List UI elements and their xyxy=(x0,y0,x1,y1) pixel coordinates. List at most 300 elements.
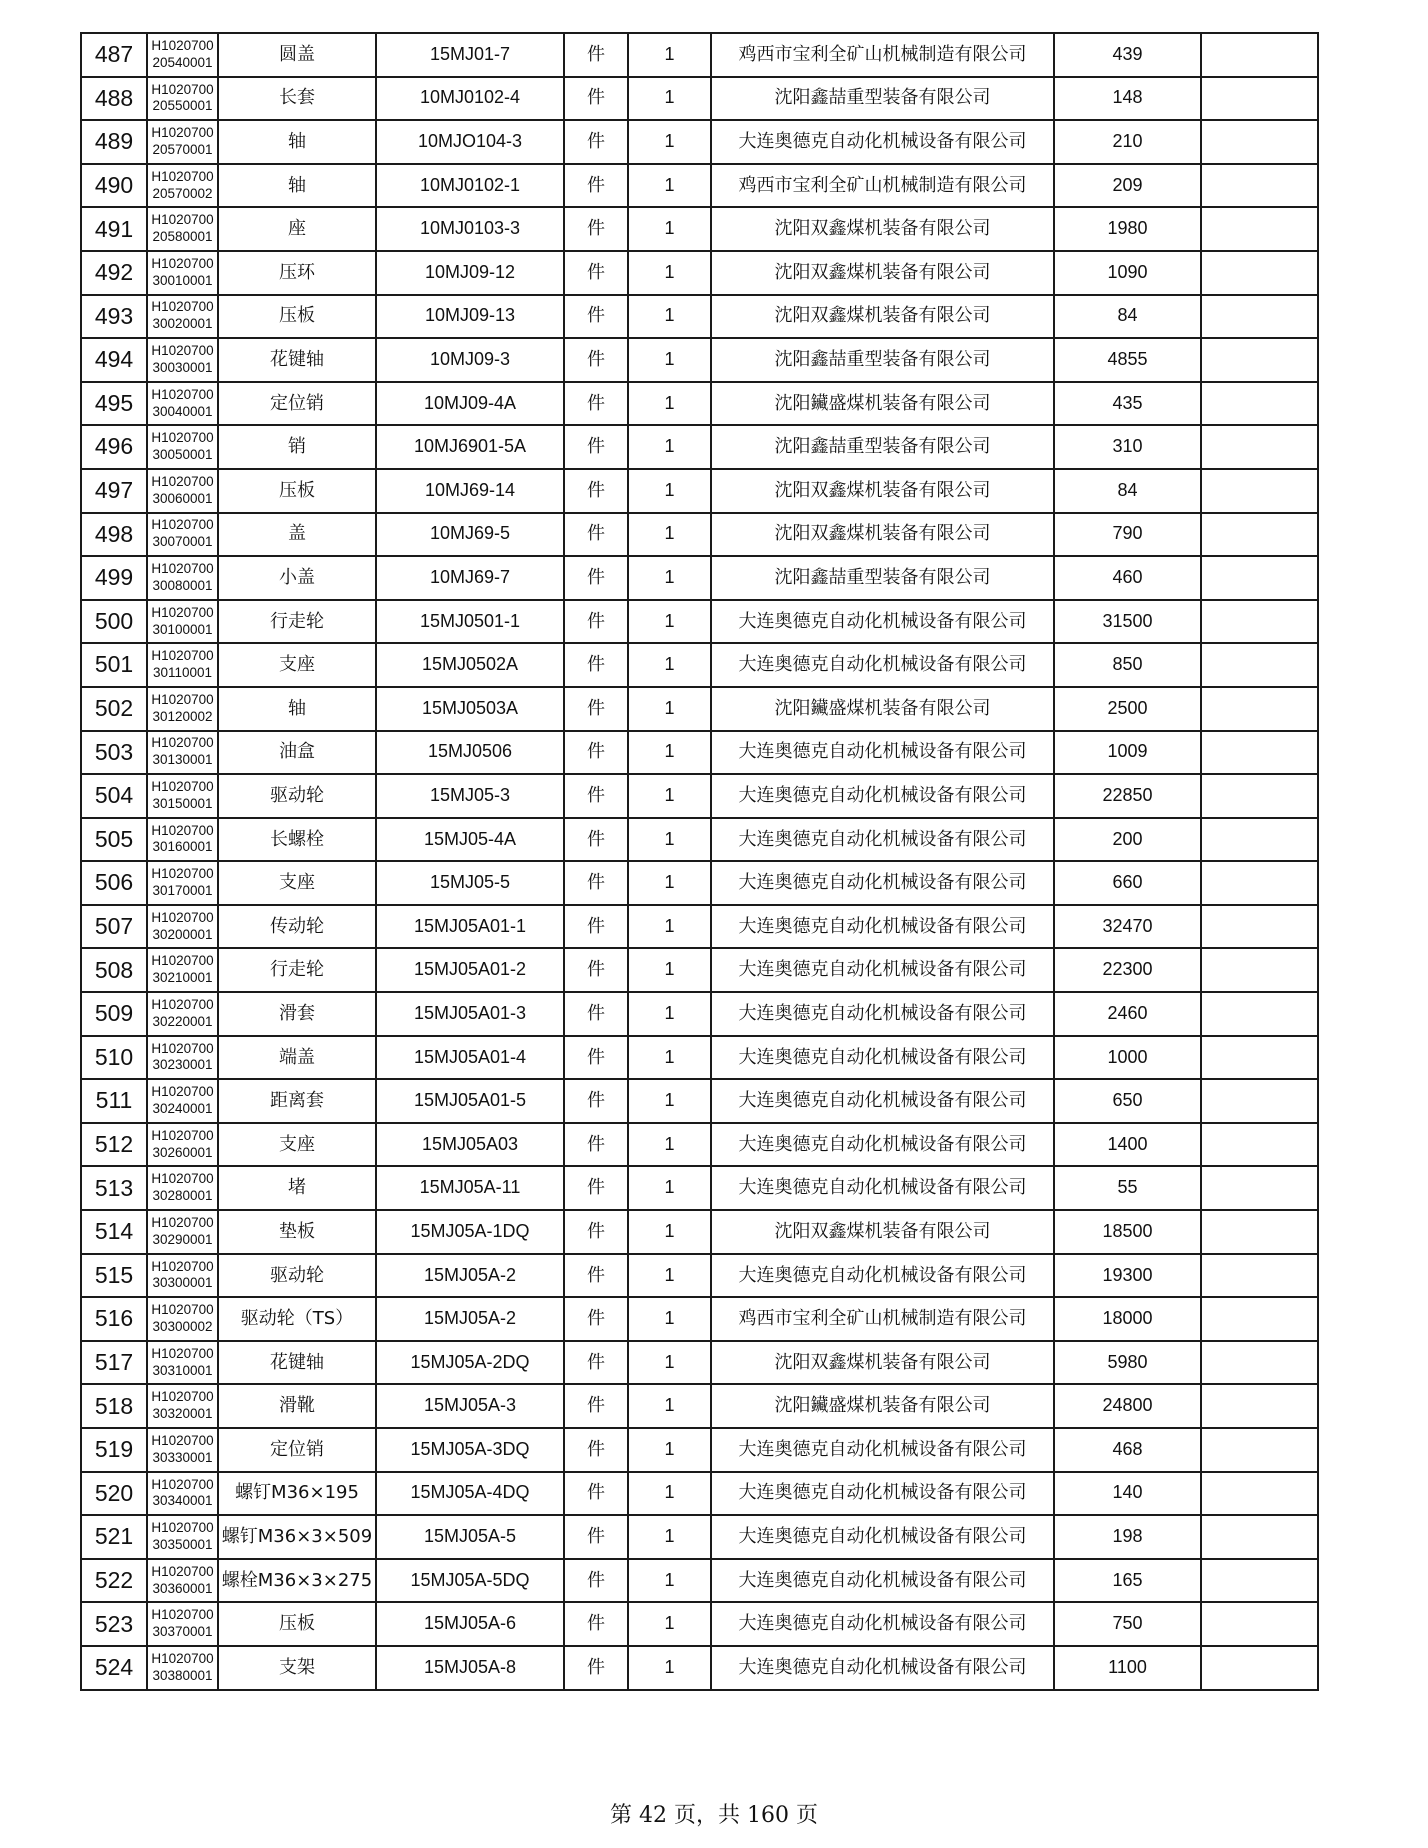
supplier-cell: 沈阳双鑫煤机装备有限公司 xyxy=(711,1210,1054,1254)
qty-cell: 1 xyxy=(628,861,711,905)
name-cell: 定位销 xyxy=(218,382,376,426)
price-cell: 439 xyxy=(1054,33,1201,77)
code-line-2: 30280001 xyxy=(152,1188,213,1204)
model-cell: 10MJ69-5 xyxy=(376,513,564,557)
qty-cell: 1 xyxy=(628,1559,711,1603)
remark-cell xyxy=(1201,1036,1318,1080)
qty-cell: 1 xyxy=(628,469,711,513)
price-cell: 850 xyxy=(1054,643,1201,687)
code-cell xyxy=(147,905,218,949)
code-line-2: 30380001 xyxy=(152,1667,213,1683)
qty-cell: 1 xyxy=(628,1428,711,1472)
code-cell xyxy=(147,338,218,382)
code-line-2: 30070001 xyxy=(152,534,213,550)
seq-cell: 505 xyxy=(81,818,147,862)
table-row xyxy=(81,1384,1318,1428)
seq-cell: 495 xyxy=(81,382,147,426)
price-cell: 165 xyxy=(1054,1559,1201,1603)
price-cell: 310 xyxy=(1054,425,1201,469)
remark-cell xyxy=(1201,861,1318,905)
supplier-cell: 大连奥德克自动化机械设备有限公司 xyxy=(711,120,1054,164)
unit-cell: 件 xyxy=(564,992,628,1036)
seq-cell: 487 xyxy=(81,33,147,77)
qty-cell: 1 xyxy=(628,120,711,164)
remark-cell xyxy=(1201,992,1318,1036)
code-cell xyxy=(147,643,218,687)
qty-cell: 1 xyxy=(628,1254,711,1298)
model-cell: 15MJ05-4A xyxy=(376,818,564,862)
model-cell: 10MJ09-4A xyxy=(376,382,564,426)
table-row xyxy=(81,120,1318,164)
supplier-cell: 大连奥德克自动化机械设备有限公司 xyxy=(711,818,1054,862)
supplier-cell: 大连奥德克自动化机械设备有限公司 xyxy=(711,1559,1054,1603)
remark-cell xyxy=(1201,120,1318,164)
table-row xyxy=(81,861,1318,905)
code-line-2: 30120002 xyxy=(152,708,213,724)
table-row xyxy=(81,207,1318,251)
code-line-2: 30240001 xyxy=(152,1101,213,1117)
name-cell: 盖 xyxy=(218,513,376,557)
name-cell: 滑套 xyxy=(218,992,376,1036)
table-row xyxy=(81,513,1318,557)
qty-cell: 1 xyxy=(628,774,711,818)
name-cell: 小盖 xyxy=(218,556,376,600)
supplier-cell: 沈阳鑫喆重型装备有限公司 xyxy=(711,77,1054,121)
remark-cell xyxy=(1201,251,1318,295)
model-cell: 10MJ0103-3 xyxy=(376,207,564,251)
code-line-1: H1020700 xyxy=(151,1084,214,1100)
model-cell: 15MJ05A-5DQ xyxy=(376,1559,564,1603)
remark-cell xyxy=(1201,1472,1318,1516)
price-cell: 32470 xyxy=(1054,905,1201,949)
supplier-cell: 大连奥德克自动化机械设备有限公司 xyxy=(711,1079,1054,1123)
code-cell xyxy=(147,1297,218,1341)
remark-cell xyxy=(1201,818,1318,862)
supplier-cell: 沈阳鑫喆重型装备有限公司 xyxy=(711,338,1054,382)
model-cell: 15MJ05A-11 xyxy=(376,1166,564,1210)
price-cell: 1000 xyxy=(1054,1036,1201,1080)
name-cell: 销 xyxy=(218,425,376,469)
code-line-2: 30040001 xyxy=(152,403,213,419)
code-line-1: H1020700 xyxy=(151,909,214,925)
code-cell xyxy=(147,861,218,905)
unit-cell: 件 xyxy=(564,948,628,992)
model-cell: 15MJ05A-2DQ xyxy=(376,1341,564,1385)
table-row xyxy=(81,731,1318,775)
remark-cell xyxy=(1201,469,1318,513)
qty-cell: 1 xyxy=(628,600,711,644)
qty-cell: 1 xyxy=(628,338,711,382)
qty-cell: 1 xyxy=(628,513,711,557)
code-line-2: 20580001 xyxy=(152,229,213,245)
unit-cell: 件 xyxy=(564,77,628,121)
page-footer: 第 42 页，共 160 页 xyxy=(610,1803,818,1828)
table-row xyxy=(81,251,1318,295)
name-cell: 轴 xyxy=(218,687,376,731)
remark-cell xyxy=(1201,33,1318,77)
seq-cell: 488 xyxy=(81,77,147,121)
table-row xyxy=(81,1428,1318,1472)
table-row xyxy=(81,1559,1318,1603)
code-cell xyxy=(147,425,218,469)
name-cell: 长套 xyxy=(218,77,376,121)
supplier-cell: 鸡西市宝利全矿山机械制造有限公司 xyxy=(711,164,1054,208)
seq-cell: 523 xyxy=(81,1602,147,1646)
code-line-1: H1020700 xyxy=(151,1476,214,1492)
qty-cell: 1 xyxy=(628,905,711,949)
code-cell xyxy=(147,1341,218,1385)
remark-cell xyxy=(1201,164,1318,208)
supplier-cell: 鸡西市宝利全矿山机械制造有限公司 xyxy=(711,33,1054,77)
code-line-1: H1020700 xyxy=(151,255,214,271)
model-cell: 15MJ0503A xyxy=(376,687,564,731)
code-line-1: H1020700 xyxy=(151,81,214,97)
name-cell: 长螺栓 xyxy=(218,818,376,862)
remark-cell xyxy=(1201,774,1318,818)
supplier-cell: 大连奥德克自动化机械设备有限公司 xyxy=(711,1036,1054,1080)
name-cell: 螺钉M36×195 xyxy=(218,1472,376,1516)
qty-cell: 1 xyxy=(628,1515,711,1559)
model-cell: 15MJ05A-4DQ xyxy=(376,1472,564,1516)
seq-cell: 501 xyxy=(81,643,147,687)
code-cell xyxy=(147,251,218,295)
table-row xyxy=(81,33,1318,77)
remark-cell xyxy=(1201,1428,1318,1472)
code-line-1: H1020700 xyxy=(151,691,214,707)
supplier-cell: 大连奥德克自动化机械设备有限公司 xyxy=(711,905,1054,949)
table-row xyxy=(81,1646,1318,1690)
price-cell: 1980 xyxy=(1054,207,1201,251)
qty-cell: 1 xyxy=(628,1079,711,1123)
name-cell: 压板 xyxy=(218,469,376,513)
code-cell xyxy=(147,687,218,731)
code-line-1: H1020700 xyxy=(151,299,214,315)
supplier-cell: 大连奥德克自动化机械设备有限公司 xyxy=(711,1602,1054,1646)
unit-cell: 件 xyxy=(564,1036,628,1080)
model-cell: 10MJ69-14 xyxy=(376,469,564,513)
table-row xyxy=(81,1341,1318,1385)
table-row xyxy=(81,1515,1318,1559)
code-line-1: H1020700 xyxy=(151,1345,214,1361)
supplier-cell: 大连奥德克自动化机械设备有限公司 xyxy=(711,731,1054,775)
price-cell: 2460 xyxy=(1054,992,1201,1036)
code-line-2: 30020001 xyxy=(152,316,213,332)
qty-cell: 1 xyxy=(628,1166,711,1210)
supplier-cell: 大连奥德克自动化机械设备有限公司 xyxy=(711,861,1054,905)
name-cell: 螺栓M36×3×275 xyxy=(218,1559,376,1603)
model-cell: 10MJ0102-1 xyxy=(376,164,564,208)
table-row xyxy=(81,905,1318,949)
code-line-1: H1020700 xyxy=(151,996,214,1012)
qty-cell: 1 xyxy=(628,1646,711,1690)
code-cell xyxy=(147,469,218,513)
model-cell: 10MJO104-3 xyxy=(376,120,564,164)
name-cell: 支架 xyxy=(218,1646,376,1690)
table-row xyxy=(81,992,1318,1036)
price-cell: 84 xyxy=(1054,295,1201,339)
seq-cell: 510 xyxy=(81,1036,147,1080)
model-cell: 10MJ09-12 xyxy=(376,251,564,295)
code-line-1: H1020700 xyxy=(151,1650,214,1666)
table-row xyxy=(81,338,1318,382)
unit-cell: 件 xyxy=(564,905,628,949)
remark-cell xyxy=(1201,1384,1318,1428)
unit-cell: 件 xyxy=(564,1341,628,1385)
supplier-cell: 大连奥德克自动化机械设备有限公司 xyxy=(711,643,1054,687)
code-line-2: 30220001 xyxy=(152,1013,213,1029)
name-cell: 行走轮 xyxy=(218,948,376,992)
seq-cell: 502 xyxy=(81,687,147,731)
parts-table xyxy=(80,32,1319,1691)
code-line-2: 30010001 xyxy=(152,272,213,288)
code-cell xyxy=(147,818,218,862)
unit-cell: 件 xyxy=(564,120,628,164)
code-line-2: 30110001 xyxy=(152,665,213,681)
name-cell: 传动轮 xyxy=(218,905,376,949)
seq-cell: 509 xyxy=(81,992,147,1036)
seq-cell: 513 xyxy=(81,1166,147,1210)
table-row xyxy=(81,1254,1318,1298)
table-row xyxy=(81,948,1318,992)
code-line-1: H1020700 xyxy=(151,430,214,446)
code-line-2: 30210001 xyxy=(152,970,213,986)
code-line-2: 30100001 xyxy=(152,621,213,637)
code-cell xyxy=(147,164,218,208)
code-cell xyxy=(147,774,218,818)
unit-cell: 件 xyxy=(564,1559,628,1603)
price-cell: 84 xyxy=(1054,469,1201,513)
unit-cell: 件 xyxy=(564,600,628,644)
seq-cell: 499 xyxy=(81,556,147,600)
name-cell: 压环 xyxy=(218,251,376,295)
supplier-cell: 大连奥德克自动化机械设备有限公司 xyxy=(711,1123,1054,1167)
code-line-1: H1020700 xyxy=(151,1040,214,1056)
unit-cell: 件 xyxy=(564,338,628,382)
code-line-1: H1020700 xyxy=(151,1520,214,1536)
remark-cell xyxy=(1201,338,1318,382)
code-line-1: H1020700 xyxy=(151,953,214,969)
code-cell xyxy=(147,1254,218,1298)
unit-cell: 件 xyxy=(564,382,628,426)
code-line-1: H1020700 xyxy=(151,604,214,620)
seq-cell: 522 xyxy=(81,1559,147,1603)
code-line-1: H1020700 xyxy=(151,866,214,882)
seq-cell: 519 xyxy=(81,1428,147,1472)
model-cell: 15MJ05A-5 xyxy=(376,1515,564,1559)
model-cell: 15MJ05A-2 xyxy=(376,1297,564,1341)
code-line-1: H1020700 xyxy=(151,1607,214,1623)
code-cell xyxy=(147,992,218,1036)
unit-cell: 件 xyxy=(564,207,628,251)
remark-cell xyxy=(1201,731,1318,775)
model-cell: 15MJ05A03 xyxy=(376,1123,564,1167)
code-line-1: H1020700 xyxy=(151,212,214,228)
table-row xyxy=(81,556,1318,600)
code-cell xyxy=(147,1079,218,1123)
model-cell: 15MJ05A01-1 xyxy=(376,905,564,949)
supplier-cell: 大连奥德克自动化机械设备有限公司 xyxy=(711,1428,1054,1472)
price-cell: 460 xyxy=(1054,556,1201,600)
price-cell: 1009 xyxy=(1054,731,1201,775)
code-cell xyxy=(147,382,218,426)
name-cell: 距离套 xyxy=(218,1079,376,1123)
supplier-cell: 大连奥德克自动化机械设备有限公司 xyxy=(711,1515,1054,1559)
remark-cell xyxy=(1201,1166,1318,1210)
unit-cell: 件 xyxy=(564,164,628,208)
supplier-cell: 沈阳鑶盛煤机装备有限公司 xyxy=(711,687,1054,731)
model-cell: 15MJ0506 xyxy=(376,731,564,775)
seq-cell: 506 xyxy=(81,861,147,905)
table-row xyxy=(81,382,1318,426)
model-cell: 15MJ05-3 xyxy=(376,774,564,818)
seq-cell: 508 xyxy=(81,948,147,992)
unit-cell: 件 xyxy=(564,1210,628,1254)
code-cell xyxy=(147,731,218,775)
code-line-2: 30320001 xyxy=(152,1406,213,1422)
price-cell: 5980 xyxy=(1054,1341,1201,1385)
code-line-2: 30360001 xyxy=(152,1580,213,1596)
seq-cell: 498 xyxy=(81,513,147,557)
code-cell xyxy=(147,1646,218,1690)
code-line-1: H1020700 xyxy=(151,1563,214,1579)
supplier-cell: 沈阳双鑫煤机装备有限公司 xyxy=(711,513,1054,557)
qty-cell: 1 xyxy=(628,1297,711,1341)
table-row xyxy=(81,643,1318,687)
seq-cell: 514 xyxy=(81,1210,147,1254)
name-cell: 压板 xyxy=(218,1602,376,1646)
code-line-1: H1020700 xyxy=(151,37,214,53)
remark-cell xyxy=(1201,1559,1318,1603)
supplier-cell: 大连奥德克自动化机械设备有限公司 xyxy=(711,1472,1054,1516)
name-cell: 座 xyxy=(218,207,376,251)
seq-cell: 489 xyxy=(81,120,147,164)
seq-cell: 515 xyxy=(81,1254,147,1298)
model-cell: 15MJ05-5 xyxy=(376,861,564,905)
code-line-1: H1020700 xyxy=(151,1171,214,1187)
code-line-1: H1020700 xyxy=(151,386,214,402)
code-line-2: 30350001 xyxy=(152,1536,213,1552)
code-line-2: 30340001 xyxy=(152,1493,213,1509)
code-line-2: 30300002 xyxy=(152,1319,213,1335)
code-cell xyxy=(147,948,218,992)
table-row xyxy=(81,1602,1318,1646)
supplier-cell: 沈阳双鑫煤机装备有限公司 xyxy=(711,295,1054,339)
code-line-2: 30230001 xyxy=(152,1057,213,1073)
unit-cell: 件 xyxy=(564,1646,628,1690)
model-cell: 15MJ01-7 xyxy=(376,33,564,77)
supplier-cell: 大连奥德克自动化机械设备有限公司 xyxy=(711,992,1054,1036)
unit-cell: 件 xyxy=(564,513,628,557)
price-cell: 4855 xyxy=(1054,338,1201,382)
name-cell: 圆盖 xyxy=(218,33,376,77)
code-line-1: H1020700 xyxy=(151,1127,214,1143)
code-line-2: 30260001 xyxy=(152,1144,213,1160)
remark-cell xyxy=(1201,556,1318,600)
qty-cell: 1 xyxy=(628,251,711,295)
remark-cell xyxy=(1201,1123,1318,1167)
model-cell: 10MJ09-3 xyxy=(376,338,564,382)
code-line-1: H1020700 xyxy=(151,561,214,577)
table-row xyxy=(81,469,1318,513)
code-cell xyxy=(147,207,218,251)
seq-cell: 494 xyxy=(81,338,147,382)
unit-cell: 件 xyxy=(564,1472,628,1516)
table-row xyxy=(81,1297,1318,1341)
unit-cell: 件 xyxy=(564,643,628,687)
name-cell: 螺钉M36×3×509 xyxy=(218,1515,376,1559)
name-cell: 轴 xyxy=(218,164,376,208)
qty-cell: 1 xyxy=(628,1472,711,1516)
seq-cell: 516 xyxy=(81,1297,147,1341)
qty-cell: 1 xyxy=(628,731,711,775)
remark-cell xyxy=(1201,425,1318,469)
unit-cell: 件 xyxy=(564,1297,628,1341)
seq-cell: 497 xyxy=(81,469,147,513)
code-cell xyxy=(147,1559,218,1603)
qty-cell: 1 xyxy=(628,948,711,992)
code-line-2: 20550001 xyxy=(152,98,213,114)
qty-cell: 1 xyxy=(628,1210,711,1254)
code-line-1: H1020700 xyxy=(151,343,214,359)
model-cell: 10MJ09-13 xyxy=(376,295,564,339)
remark-cell xyxy=(1201,1254,1318,1298)
model-cell: 15MJ05A01-4 xyxy=(376,1036,564,1080)
code-line-1: H1020700 xyxy=(151,779,214,795)
price-cell: 660 xyxy=(1054,861,1201,905)
code-line-2: 20570001 xyxy=(152,141,213,157)
unit-cell: 件 xyxy=(564,1428,628,1472)
seq-cell: 517 xyxy=(81,1341,147,1385)
name-cell: 支座 xyxy=(218,643,376,687)
qty-cell: 1 xyxy=(628,687,711,731)
remark-cell xyxy=(1201,643,1318,687)
price-cell: 22850 xyxy=(1054,774,1201,818)
code-cell xyxy=(147,1428,218,1472)
code-cell xyxy=(147,77,218,121)
supplier-cell: 沈阳双鑫煤机装备有限公司 xyxy=(711,251,1054,295)
name-cell: 花键轴 xyxy=(218,338,376,382)
table-row xyxy=(81,600,1318,644)
model-cell: 15MJ05A-3DQ xyxy=(376,1428,564,1472)
name-cell: 驱动轮 xyxy=(218,774,376,818)
model-cell: 15MJ05A-2 xyxy=(376,1254,564,1298)
model-cell: 15MJ05A-6 xyxy=(376,1602,564,1646)
model-cell: 15MJ0501-1 xyxy=(376,600,564,644)
code-line-2: 20570002 xyxy=(152,185,213,201)
price-cell: 148 xyxy=(1054,77,1201,121)
remark-cell xyxy=(1201,382,1318,426)
unit-cell: 件 xyxy=(564,731,628,775)
name-cell: 油盒 xyxy=(218,731,376,775)
price-cell: 435 xyxy=(1054,382,1201,426)
unit-cell: 件 xyxy=(564,1515,628,1559)
name-cell: 行走轮 xyxy=(218,600,376,644)
price-cell: 650 xyxy=(1054,1079,1201,1123)
table-row xyxy=(81,164,1318,208)
code-line-1: H1020700 xyxy=(151,517,214,533)
code-line-1: H1020700 xyxy=(151,822,214,838)
code-cell xyxy=(147,33,218,77)
unit-cell: 件 xyxy=(564,1123,628,1167)
name-cell: 驱动轮 xyxy=(218,1254,376,1298)
qty-cell: 1 xyxy=(628,33,711,77)
seq-cell: 521 xyxy=(81,1515,147,1559)
supplier-cell: 沈阳双鑫煤机装备有限公司 xyxy=(711,1341,1054,1385)
price-cell: 140 xyxy=(1054,1472,1201,1516)
supplier-cell: 大连奥德克自动化机械设备有限公司 xyxy=(711,1166,1054,1210)
code-line-2: 30030001 xyxy=(152,359,213,375)
price-cell: 790 xyxy=(1054,513,1201,557)
